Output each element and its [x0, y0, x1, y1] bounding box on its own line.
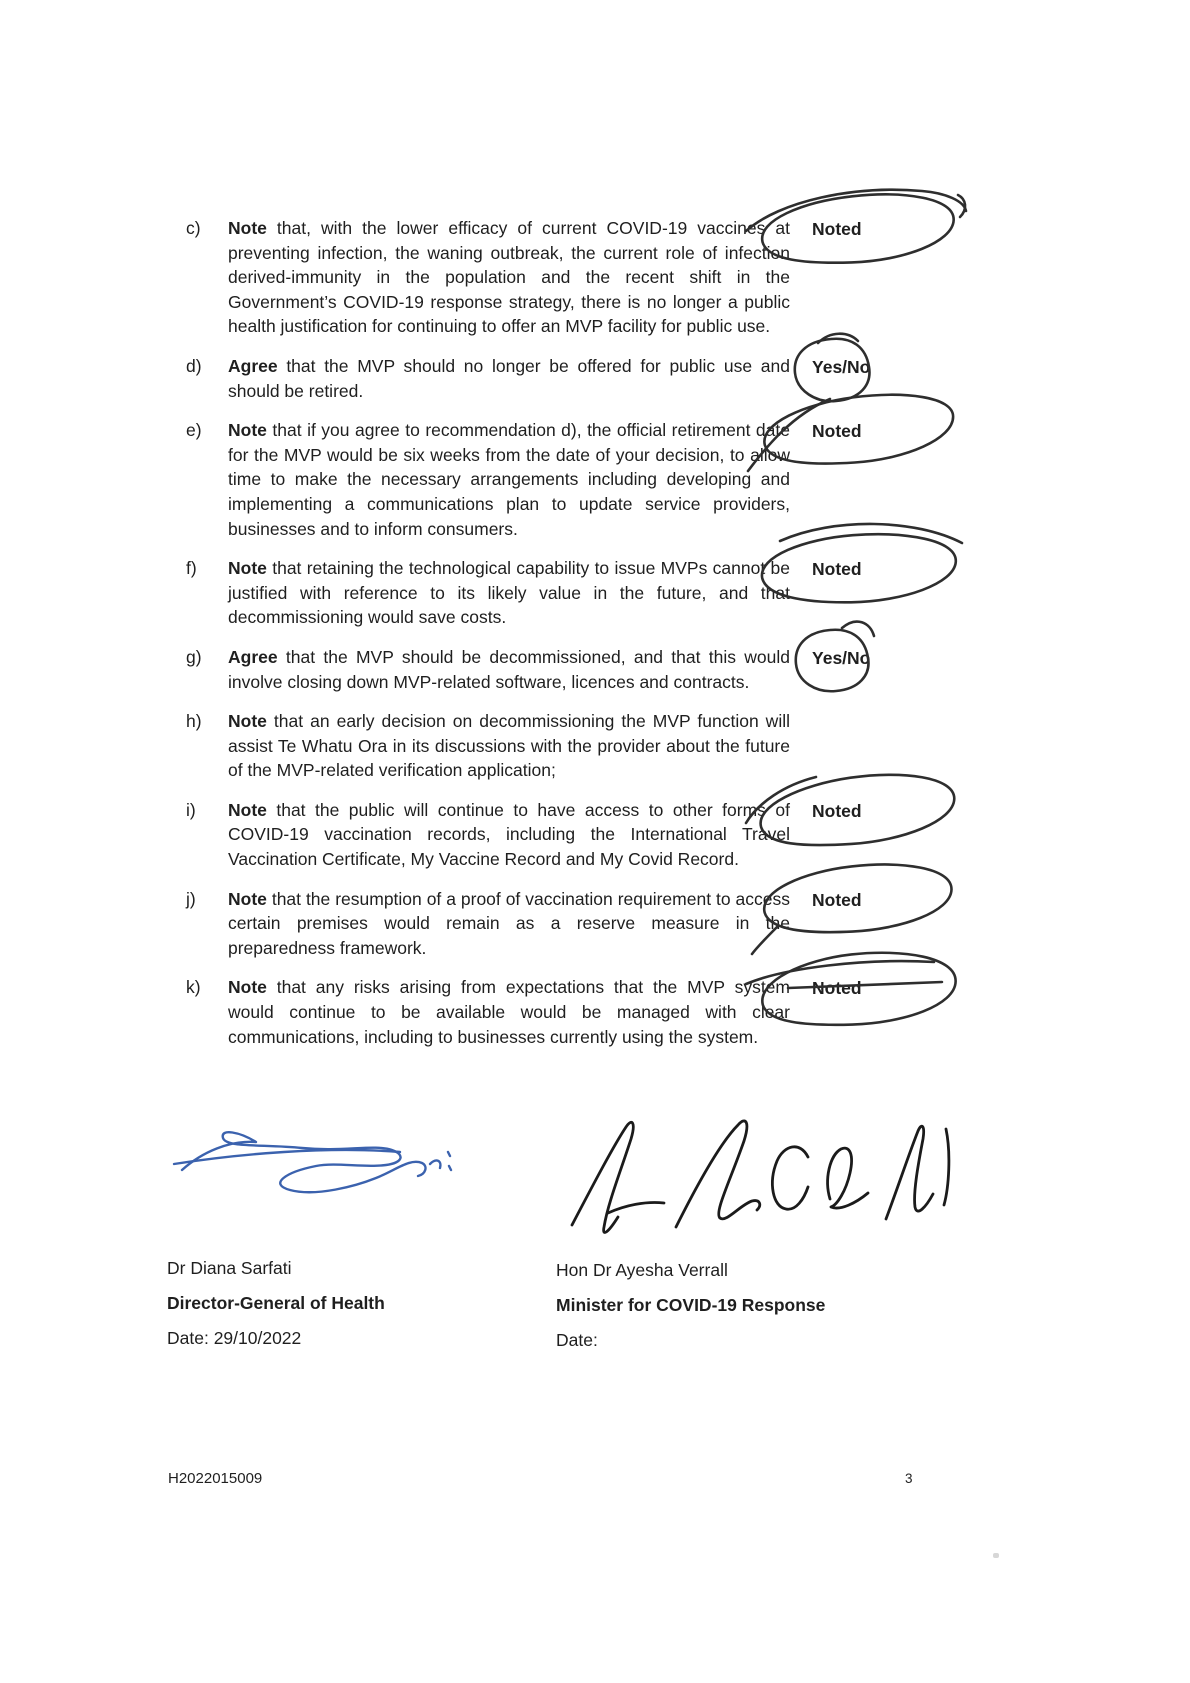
recommendation-item-i	[186, 798, 926, 872]
item-text	[228, 975, 790, 1049]
item-body-text: that the MVP should be decommissioned, and that this would involve closing down MVP-related software, licences and contracts.	[228, 646, 790, 692]
annotation-yes-no	[812, 355, 870, 380]
annotation-label: Noted	[812, 978, 862, 999]
item-text	[228, 216, 790, 339]
item-lead-word: Note	[228, 420, 267, 441]
item-lead-word: Note	[228, 977, 267, 998]
annotation-yes-no	[812, 646, 870, 671]
item-letter: c)	[186, 218, 201, 238]
item-text	[228, 354, 790, 403]
document-reference: H2022015009	[168, 1470, 263, 1487]
annotation-label: Noted	[812, 219, 862, 239]
annotation-noted	[812, 419, 862, 444]
item-text	[228, 556, 790, 630]
annotation-label: Noted	[812, 889, 862, 910]
item-body-text: that the MVP should no longer be offered for public use and should be retired.	[228, 355, 790, 401]
annotation-label: Yes/No	[812, 356, 871, 377]
item-lead-word: Note	[228, 218, 267, 238]
item-body-text: that if you agree to recommendation d), the official retirement date for the MVP would be six weeks from the date of your decision, to allow time to make the necessary arrangements including developing and implementing a communications plan to update service providers, businesses and to inform consumers.	[228, 420, 790, 539]
item-text	[228, 709, 790, 783]
item-letter: e)	[186, 420, 202, 441]
signatory-name: Dr Diana Sarfati	[167, 1258, 292, 1278]
annotation-noted	[812, 799, 862, 824]
recommendations-list	[186, 216, 926, 1064]
recommendation-item-c	[186, 216, 926, 339]
recommendation-item-e	[186, 418, 926, 541]
signatory-block-right	[556, 1260, 956, 1351]
signatory-date: Date:	[556, 1330, 598, 1350]
item-lead-word: Note	[228, 558, 267, 579]
item-lead-word: Note	[228, 799, 267, 820]
recommendation-item-j	[186, 887, 926, 961]
item-letter: k)	[186, 977, 201, 998]
signatory-title: Minister for COVID-19 Response	[556, 1295, 826, 1315]
item-body-text: that the public will continue to have access to other forms of COVID-19 vaccination records, including the International Travel Vaccination Certificate, My Vaccine Record and My Covid Record.	[228, 799, 790, 870]
annotation-label: Noted	[812, 421, 862, 442]
recommendation-item-f	[186, 556, 926, 630]
annotation-noted	[812, 217, 862, 242]
item-letter: i)	[186, 799, 196, 820]
signature-ayesha-verrall	[556, 1095, 986, 1255]
signatory-title: Director-General of Health	[167, 1293, 385, 1313]
item-letter: d)	[186, 355, 202, 376]
recommendation-item-g	[186, 645, 926, 694]
item-body-text: that the resumption of a proof of vaccination requirement to access certain premises would remain as a reserve measure in the preparedness framework.	[228, 888, 790, 958]
item-lead-word: Agree	[228, 355, 278, 376]
annotation-noted	[812, 557, 862, 582]
item-letter: f)	[186, 558, 197, 579]
item-body-text: that an early decision on decommissioning the MVP function will assist Te Whatu Ora in its discussions with the provider about the future of the MVP-related verification application;	[228, 711, 790, 781]
signatory-date: Date: 29/10/2022	[167, 1328, 302, 1348]
signatory-block-left	[167, 1258, 567, 1349]
item-lead-word: Agree	[228, 646, 278, 667]
annotation-label: Noted	[812, 800, 862, 821]
signatory-name: Hon Dr Ayesha Verrall	[556, 1260, 728, 1280]
item-text	[228, 418, 790, 541]
item-body-text: that retaining the technological capability to issue MVPs cannot be justified with reference to its likely value in the future, and that decommissioning would save costs.	[228, 558, 790, 628]
recommendation-item-h	[186, 709, 926, 783]
annotation-noted	[812, 888, 862, 913]
annotation-label: Noted	[812, 559, 862, 580]
page-number: 3	[905, 1471, 913, 1486]
recommendation-item-k	[186, 975, 926, 1049]
item-letter: h)	[186, 711, 202, 732]
annotation-label: Yes/No	[812, 647, 871, 668]
recommendation-item-d	[186, 354, 926, 403]
item-lead-word: Note	[228, 888, 267, 909]
item-letter: j)	[186, 888, 196, 909]
item-body-text: that, with the lower efficacy of current COVID-19 vaccines at preventing infection, the waning outbreak, the current role of infection derived-immunity in the population and the recent shift in the Government’s COVID-19 response strategy, there is no longer a public health justification for continuing to offer an MVP facility for public use.	[228, 218, 790, 337]
item-text	[228, 798, 790, 872]
item-lead-word: Note	[228, 711, 267, 732]
annotation-noted-struck	[812, 976, 862, 1001]
item-body-text: that any risks arising from expectations that the MVP system would continue to be available would be managed with clear communications, including to businesses currently using the system.	[228, 977, 790, 1047]
signature-diana-sarfati	[168, 1108, 458, 1218]
scan-artifact-speck	[993, 1553, 999, 1558]
item-letter: g)	[186, 646, 202, 667]
item-text	[228, 645, 790, 694]
item-text	[228, 887, 790, 961]
